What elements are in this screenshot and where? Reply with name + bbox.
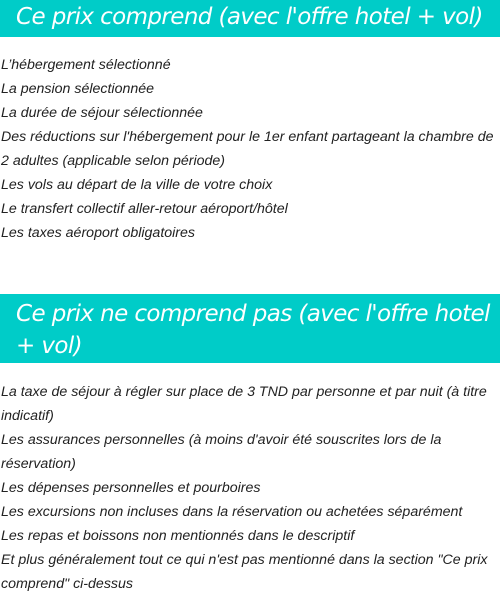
list-item: Des réductions sur l'hébergement pour le 1er enfant partageant la chambre de 2 adultes (applicable selon période) <box>1 129 494 169</box>
includes-section-title: Ce prix comprend (avec l'offre hotel + vol) <box>0 0 500 37</box>
list-item: Le transfert collectif aller-retour aéroport/hôtel <box>1 201 288 217</box>
list-item: Et plus généralement tout ce qui n'est pas mentionné dans la section "Ce prix comprend" ci-dessus <box>1 552 488 592</box>
list-item: L’hébergement sélectionné <box>1 57 171 73</box>
list-item: La pension sélectionnée <box>1 81 155 97</box>
list-item: Les vols au départ de la ville de votre choix <box>1 177 273 193</box>
list-item: Les repas et boissons non mentionnés dans le descriptif <box>1 528 355 544</box>
list-item: La durée de séjour sélectionnée <box>1 105 203 121</box>
list-item: Les assurances personnelles (à moins d'avoir été souscrites lors de la réservation) <box>1 432 442 472</box>
excludes-section-title: Ce prix ne comprend pas (avec l'offre hotel + vol) <box>0 294 500 363</box>
excludes-list <box>0 380 500 596</box>
list-item: Les excursions non incluses dans la réservation ou achetées séparément <box>1 504 463 520</box>
list-item: La taxe de séjour à régler sur place de 3 TND par personne et par nuit (à titre indicatif) <box>1 384 487 424</box>
list-item: Les taxes aéroport obligatoires <box>1 225 196 241</box>
includes-list <box>0 53 500 245</box>
list-item: Les dépenses personnelles et pourboires <box>1 480 261 496</box>
